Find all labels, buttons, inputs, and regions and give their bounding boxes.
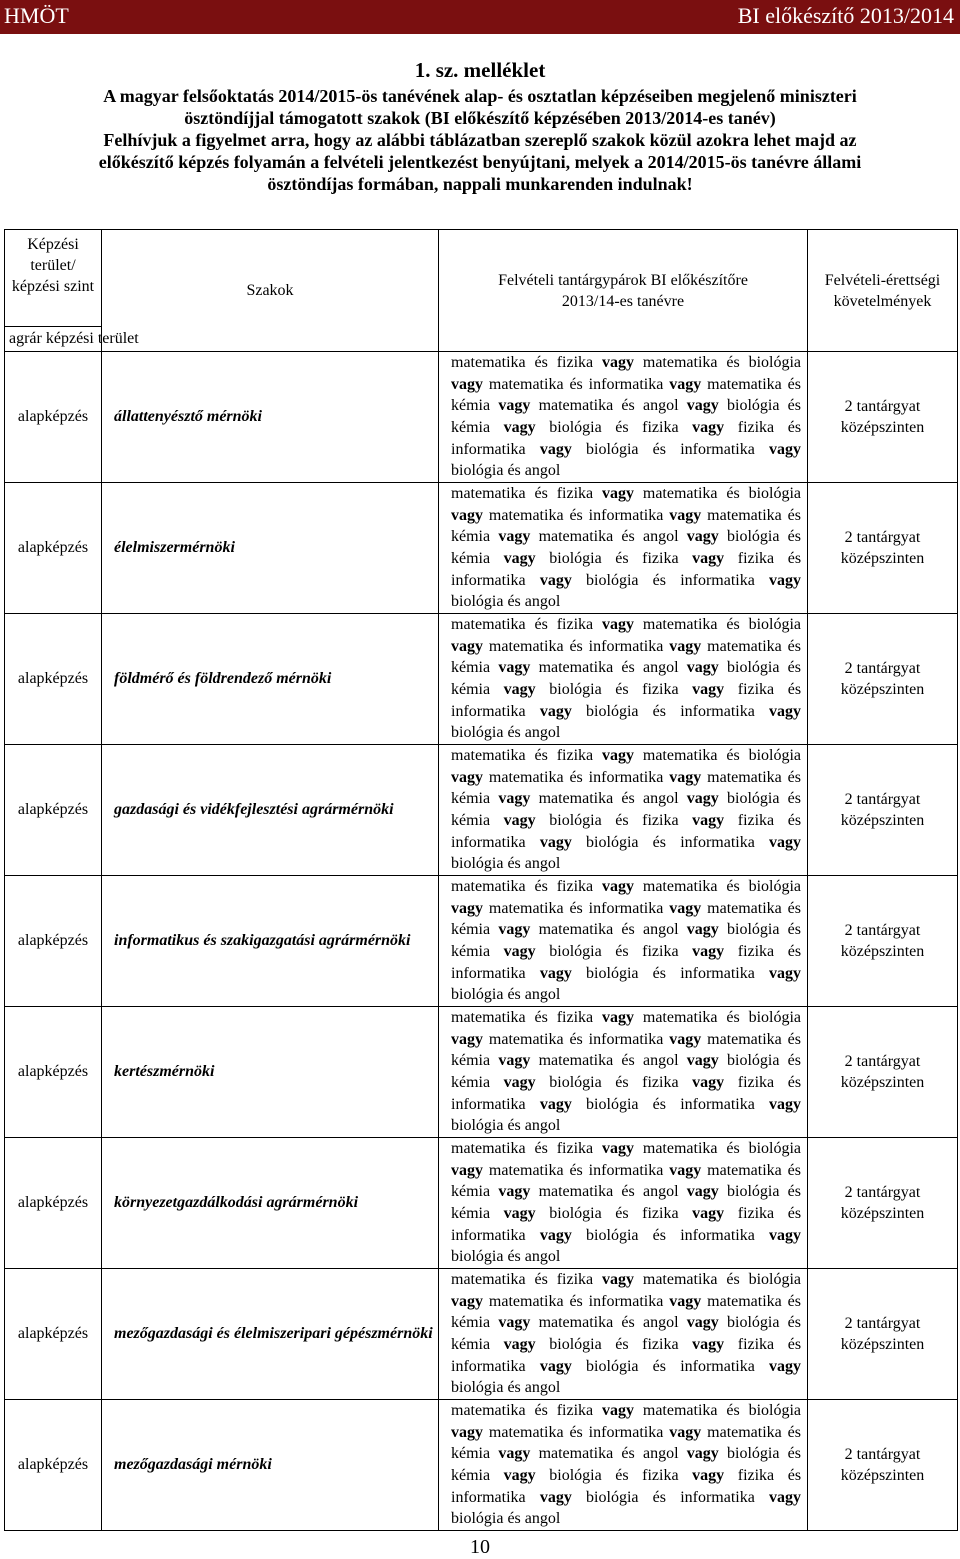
subject-pair: biológia és fizika xyxy=(549,1336,679,1353)
subject-pair: matematika és fizika xyxy=(451,616,594,634)
subject-pair: fizika és informatika xyxy=(451,681,802,720)
or-connector: vagy xyxy=(539,1095,572,1113)
or-connector: vagy xyxy=(669,506,702,524)
subject-pair: matematika és angol xyxy=(538,790,679,808)
or-connector: vagy xyxy=(451,1423,483,1441)
or-connector: vagy xyxy=(503,1074,536,1091)
row-level: alapképzés xyxy=(5,1138,102,1269)
row-subject-pairs xyxy=(439,1007,808,1138)
table-row xyxy=(5,876,958,1007)
or-connector: vagy xyxy=(669,1030,702,1048)
or-connector: vagy xyxy=(498,921,531,939)
header-left: HMÖT xyxy=(4,3,69,28)
subject-pair: matematika és fizika xyxy=(451,1009,594,1027)
subject-pair: matematika és informatika xyxy=(488,1292,664,1310)
or-connector: vagy xyxy=(602,747,634,765)
subject-pair: biológia és informatika xyxy=(586,440,755,458)
or-connector: vagy xyxy=(539,1488,572,1506)
or-connector: vagy xyxy=(451,1292,483,1310)
row-requirement: 2 tantárgyat középszinten xyxy=(808,352,958,483)
subject-pair: biológia és kémia xyxy=(451,528,802,567)
or-connector: vagy xyxy=(602,354,634,372)
row-requirement: 2 tantárgyat középszinten xyxy=(808,1269,958,1400)
subject-pair: matematika és biológia xyxy=(642,1271,802,1289)
row-requirement: 2 tantárgyat középszinten xyxy=(808,483,958,614)
row-level: alapképzés xyxy=(5,352,102,483)
subject-pair: matematika és angol xyxy=(538,1445,679,1463)
subject-pair: matematika és informatika xyxy=(488,375,664,393)
or-connector: vagy xyxy=(686,921,719,939)
table-row xyxy=(5,483,958,614)
subject-pair: biológia és kémia xyxy=(451,1445,802,1484)
row-requirement: 2 tantárgyat középszinten xyxy=(808,1138,958,1269)
or-connector: vagy xyxy=(692,550,725,567)
or-connector: vagy xyxy=(503,1336,536,1353)
subject-pair: fizika és informatika xyxy=(451,1467,802,1506)
header-area-level: Képzési terület/ képzési szint xyxy=(5,230,102,327)
subject-pair: biológia és fizika xyxy=(549,1074,679,1091)
or-connector: vagy xyxy=(451,637,483,655)
or-connector: vagy xyxy=(686,528,719,546)
subject-pair: matematika és kémia xyxy=(451,506,802,546)
row-major: állattenyésztő mérnöki xyxy=(102,352,439,483)
or-connector: vagy xyxy=(769,440,802,458)
row-level: alapképzés xyxy=(5,876,102,1007)
subject-pair: matematika és angol xyxy=(538,659,679,677)
header-right: BI előkészítő 2013/2014 xyxy=(737,3,954,28)
majors-table xyxy=(4,229,958,1531)
subject-pair: matematika és informatika xyxy=(488,506,664,524)
or-connector: vagy xyxy=(602,878,634,896)
subject-pair: matematika és biológia xyxy=(642,1009,802,1027)
subject-pair: biológia és fizika xyxy=(549,681,679,698)
row-level: alapképzés xyxy=(5,1269,102,1400)
or-connector: vagy xyxy=(539,702,572,720)
or-connector: vagy xyxy=(539,833,572,851)
or-connector: vagy xyxy=(669,1161,702,1179)
row-major: élelmiszermérnöki xyxy=(102,483,439,614)
subject-pair: matematika és angol xyxy=(538,397,679,415)
subject-pair: biológia és angol xyxy=(451,1379,561,1397)
subject-pair: matematika és informatika xyxy=(488,768,664,786)
call-text xyxy=(0,129,960,195)
subject-pair: matematika és kémia xyxy=(451,1030,802,1070)
row-requirement: 2 tantárgyat középszinten xyxy=(808,1400,958,1531)
or-connector: vagy xyxy=(769,571,802,589)
row-subject-pairs xyxy=(439,352,808,483)
row-subject-pairs xyxy=(439,1138,808,1269)
subject-pair: matematika és fizika xyxy=(451,354,594,372)
or-connector: vagy xyxy=(503,1467,536,1484)
subject-pair: fizika és informatika xyxy=(451,812,802,851)
or-connector: vagy xyxy=(503,419,536,436)
or-connector: vagy xyxy=(503,681,536,698)
subject-pair: matematika és biológia xyxy=(642,747,802,765)
header-subject-pairs: Felvételi tantárgypárok BI előkészítőre 2013/14-es tanévre xyxy=(439,230,808,352)
or-connector: vagy xyxy=(769,964,802,982)
subject-pair: biológia és informatika xyxy=(586,702,755,720)
subject-pair: matematika és angol xyxy=(538,1314,679,1332)
row-subject-pairs xyxy=(439,876,808,1007)
subject-pair: matematika és biológia xyxy=(642,1140,802,1158)
row-level: alapképzés xyxy=(5,614,102,745)
or-connector: vagy xyxy=(692,419,725,436)
or-connector: vagy xyxy=(602,616,634,634)
row-major: mezőgazdasági mérnöki xyxy=(102,1400,439,1531)
or-connector: vagy xyxy=(539,571,572,589)
or-connector: vagy xyxy=(686,659,719,677)
area-label: agrár képzési terület xyxy=(5,327,102,352)
or-connector: vagy xyxy=(692,681,725,698)
table-row xyxy=(5,745,958,876)
subject-pair: matematika és angol xyxy=(538,921,679,939)
or-connector: vagy xyxy=(539,1226,572,1244)
or-connector: vagy xyxy=(498,790,531,808)
row-major: környezetgazdálkodási agrármérnöki xyxy=(102,1138,439,1269)
subject-pair: matematika és angol xyxy=(538,1052,679,1070)
or-connector: vagy xyxy=(769,833,802,851)
or-connector: vagy xyxy=(498,1183,531,1201)
table-row xyxy=(5,1138,958,1269)
table-body xyxy=(5,352,958,1531)
subject-pair: matematika és fizika xyxy=(451,485,594,503)
or-connector: vagy xyxy=(498,1445,531,1463)
or-connector: vagy xyxy=(602,1140,634,1158)
row-major: mezőgazdasági és élelmiszeripari gépészmérnöki xyxy=(102,1269,439,1400)
row-requirement: 2 tantárgyat középszinten xyxy=(808,614,958,745)
call-line-2: előkészítő képzés folyamán a felvételi jelentkezést benyújtani, melyek a 2014/2015-ös tanévre állami xyxy=(98,152,862,172)
title-line-2: ösztöndíjjal támogatott szakok (BI előkészítő képzésében 2013/2014-es tanév) xyxy=(184,108,776,128)
row-level: alapképzés xyxy=(5,1007,102,1138)
or-connector: vagy xyxy=(692,1205,725,1222)
or-connector: vagy xyxy=(539,440,572,458)
row-requirement: 2 tantárgyat középszinten xyxy=(808,876,958,1007)
subject-pair: matematika és fizika xyxy=(451,1402,594,1420)
subject-pair: matematika és kémia xyxy=(451,1161,802,1201)
or-connector: vagy xyxy=(669,637,702,655)
row-requirement: 2 tantárgyat középszinten xyxy=(808,745,958,876)
subject-pair: matematika és informatika xyxy=(488,1423,664,1441)
or-connector: vagy xyxy=(503,943,536,960)
or-connector: vagy xyxy=(451,899,483,917)
or-connector: vagy xyxy=(669,375,702,393)
subject-pair: matematika és biológia xyxy=(642,616,802,634)
subject-pair: biológia és angol xyxy=(451,1248,561,1266)
subject-pair: matematika és angol xyxy=(538,1183,679,1201)
subject-pair: matematika és biológia xyxy=(642,878,802,896)
subject-pair: biológia és informatika xyxy=(586,1488,755,1506)
subject-pair: biológia és informatika xyxy=(586,964,755,982)
or-connector: vagy xyxy=(686,1314,719,1332)
subject-pair: fizika és informatika xyxy=(451,1205,802,1244)
subject-pair: biológia és fizika xyxy=(549,550,679,567)
subject-pair: biológia és kémia xyxy=(451,1052,802,1091)
subject-pair: matematika és informatika xyxy=(488,637,664,655)
or-connector: vagy xyxy=(692,1336,725,1353)
subject-pair: matematika és kémia xyxy=(451,375,802,415)
subject-pair: biológia és kémia xyxy=(451,1314,802,1353)
or-connector: vagy xyxy=(769,1357,802,1375)
subject-pair: matematika és biológia xyxy=(642,1402,802,1420)
or-connector: vagy xyxy=(602,485,634,503)
subject-pair: biológia és informatika xyxy=(586,571,755,589)
or-connector: vagy xyxy=(669,1292,702,1310)
subject-pair: matematika és informatika xyxy=(488,1030,664,1048)
subject-pair: biológia és kémia xyxy=(451,1183,802,1222)
title-line-1: A magyar felsőoktatás 2014/2015-ös tanévének alap- és osztatlan képzéseiben megjelenő miniszteri xyxy=(103,86,857,106)
or-connector: vagy xyxy=(451,1030,483,1048)
or-connector: vagy xyxy=(686,1183,719,1201)
subject-pair: fizika és informatika xyxy=(451,1336,802,1375)
table-row xyxy=(5,614,958,745)
or-connector: vagy xyxy=(686,1445,719,1463)
or-connector: vagy xyxy=(539,964,572,982)
subject-pair: matematika és kémia xyxy=(451,899,802,939)
or-connector: vagy xyxy=(692,1074,725,1091)
subject-pair: biológia és fizika xyxy=(549,812,679,829)
or-connector: vagy xyxy=(686,790,719,808)
or-connector: vagy xyxy=(692,812,725,829)
subject-pair: biológia és fizika xyxy=(549,1467,679,1484)
subject-pair: biológia és angol xyxy=(451,1117,561,1135)
or-connector: vagy xyxy=(503,550,536,567)
row-subject-pairs xyxy=(439,1269,808,1400)
header-bar xyxy=(0,0,960,34)
subject-pair: biológia és fizika xyxy=(549,1205,679,1222)
header-majors: Szakok xyxy=(102,230,439,352)
or-connector: vagy xyxy=(669,768,702,786)
or-connector: vagy xyxy=(451,1161,483,1179)
subject-pair: biológia és informatika xyxy=(586,1226,755,1244)
row-subject-pairs xyxy=(439,483,808,614)
or-connector: vagy xyxy=(498,1314,531,1332)
subject-pair: biológia és angol xyxy=(451,462,561,480)
or-connector: vagy xyxy=(451,375,483,393)
subject-pair: matematika és fizika xyxy=(451,747,594,765)
subject-pair: biológia és angol xyxy=(451,724,561,742)
or-connector: vagy xyxy=(686,1052,719,1070)
document-title xyxy=(0,85,960,129)
row-level: alapképzés xyxy=(5,483,102,614)
subject-pair: matematika és fizika xyxy=(451,1271,594,1289)
subject-pair: fizika és informatika xyxy=(451,943,802,982)
or-connector: vagy xyxy=(602,1009,634,1027)
row-major: kertészmérnöki xyxy=(102,1007,439,1138)
subject-pair: biológia és fizika xyxy=(549,419,679,436)
subject-pair: biológia és informatika xyxy=(586,1357,755,1375)
call-line-1: Felhívjuk a figyelmet arra, hogy az alábbi táblázatban szereplő szakok közül azokra lehet majd az xyxy=(103,130,857,150)
or-connector: vagy xyxy=(769,1226,802,1244)
subject-pair: biológia és kémia xyxy=(451,790,802,829)
or-connector: vagy xyxy=(498,1052,531,1070)
row-level: alapképzés xyxy=(5,745,102,876)
header-requirements: Felvételi-érettségi követelmények xyxy=(808,230,958,352)
row-major: informatikus és szakigazgatási agrármérnöki xyxy=(102,876,439,1007)
or-connector: vagy xyxy=(602,1271,634,1289)
or-connector: vagy xyxy=(451,506,483,524)
subject-pair: biológia és informatika xyxy=(586,833,755,851)
subject-pair: fizika és informatika xyxy=(451,1074,802,1113)
subject-pair: matematika és kémia xyxy=(451,768,802,808)
table-row xyxy=(5,1007,958,1138)
subject-pair: biológia és angol xyxy=(451,855,561,873)
subject-pair: biológia és informatika xyxy=(586,1095,755,1113)
or-connector: vagy xyxy=(503,1205,536,1222)
or-connector: vagy xyxy=(669,1423,702,1441)
annex-title: 1. sz. melléklet xyxy=(414,58,546,82)
or-connector: vagy xyxy=(769,702,802,720)
subject-pair: fizika és informatika xyxy=(451,550,802,589)
subject-pair: matematika és kémia xyxy=(451,1292,802,1332)
row-subject-pairs xyxy=(439,1400,808,1531)
or-connector: vagy xyxy=(692,943,725,960)
or-connector: vagy xyxy=(451,768,483,786)
subject-pair: matematika és kémia xyxy=(451,1423,802,1463)
subject-pair: biológia és kémia xyxy=(451,921,802,960)
subject-pair: fizika és informatika xyxy=(451,419,802,458)
or-connector: vagy xyxy=(769,1095,802,1113)
or-connector: vagy xyxy=(669,899,702,917)
row-subject-pairs xyxy=(439,745,808,876)
subject-pair: matematika és kémia xyxy=(451,637,802,677)
subject-pair: matematika és fizika xyxy=(451,878,594,896)
subject-pair: matematika és angol xyxy=(538,528,679,546)
or-connector: vagy xyxy=(498,397,531,415)
subject-pair: biológia és angol xyxy=(451,593,561,611)
table-row xyxy=(5,352,958,483)
or-connector: vagy xyxy=(539,1357,572,1375)
call-line-3: ösztöndíjas formában, nappali munkarenden indulnak! xyxy=(267,174,693,194)
row-major: földmérő és földrendező mérnöki xyxy=(102,614,439,745)
subject-pair: biológia és kémia xyxy=(451,659,802,698)
subject-pair: biológia és kémia xyxy=(451,397,802,436)
or-connector: vagy xyxy=(692,1467,725,1484)
or-connector: vagy xyxy=(498,659,531,677)
subject-pair: biológia és angol xyxy=(451,986,561,1004)
or-connector: vagy xyxy=(769,1488,802,1506)
or-connector: vagy xyxy=(602,1402,634,1420)
page-number: 10 xyxy=(470,1536,490,1558)
subject-pair: matematika és biológia xyxy=(642,354,802,372)
row-subject-pairs xyxy=(439,614,808,745)
row-requirement: 2 tantárgyat középszinten xyxy=(808,1007,958,1138)
subject-pair: biológia és angol xyxy=(451,1510,561,1528)
subject-pair: matematika és informatika xyxy=(488,899,664,917)
row-level: alapképzés xyxy=(5,1400,102,1531)
subject-pair: matematika és fizika xyxy=(451,1140,594,1158)
table-row xyxy=(5,1400,958,1531)
or-connector: vagy xyxy=(503,812,536,829)
or-connector: vagy xyxy=(498,528,531,546)
table-row xyxy=(5,1269,958,1400)
table-header-row xyxy=(5,230,958,327)
subject-pair: matematika és informatika xyxy=(488,1161,664,1179)
subject-pair: biológia és fizika xyxy=(549,943,679,960)
or-connector: vagy xyxy=(686,397,719,415)
row-major: gazdasági és vidékfejlesztési agrármérnöki xyxy=(102,745,439,876)
subject-pair: matematika és biológia xyxy=(642,485,802,503)
